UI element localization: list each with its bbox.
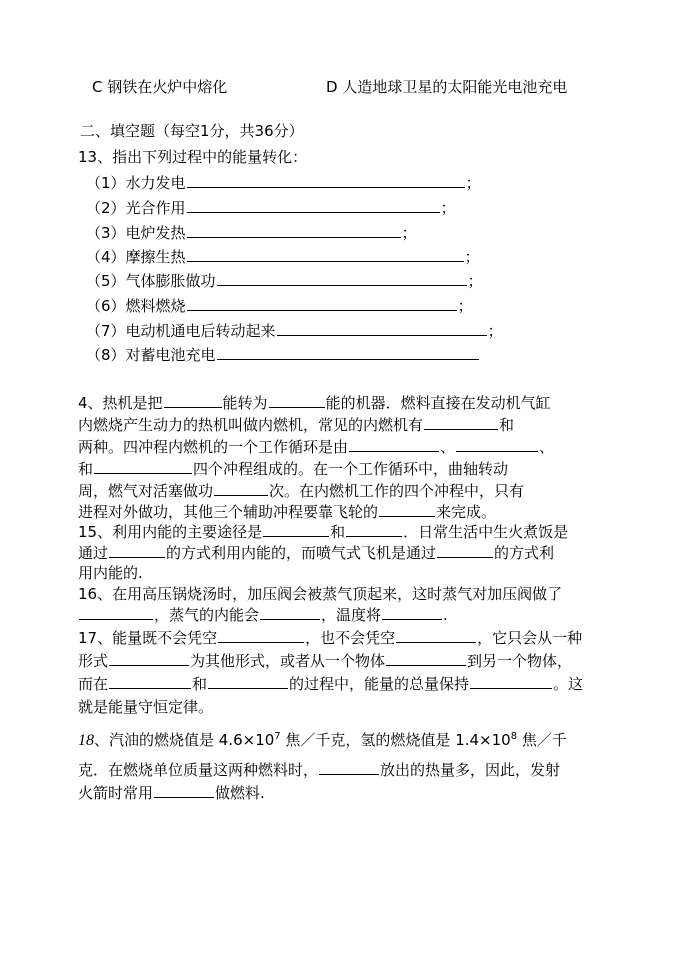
q4-text: 和 (78, 460, 94, 478)
q13-item-number: （3） (86, 224, 126, 242)
q15-line-3: 用内能的. (78, 564, 143, 582)
q13-item-text: 对蓄电池充电 (125, 346, 216, 364)
q13-item-number: （4） (86, 248, 126, 266)
q18-exponent: 7 (274, 731, 281, 742)
q4-text: 周，燃气对活塞做功 (78, 482, 214, 500)
q15-text: 和 (330, 523, 346, 541)
q13-item (86, 345, 480, 365)
q4-text: 两种。四冲程内燃机的一个工作循环是由 (78, 438, 349, 456)
q13-item-text: 气体膨胀做功 (125, 272, 216, 290)
blank[interactable] (109, 543, 165, 558)
blank[interactable] (187, 247, 464, 262)
blank[interactable] (277, 321, 487, 336)
blank[interactable] (269, 393, 325, 408)
q17-text: 而在 (78, 675, 109, 693)
q4-line-6 (78, 502, 496, 522)
section-title: 二、填空题（每空1分，共36分） (80, 122, 304, 140)
q17-text: ，也不会凭空 (305, 629, 396, 647)
blank[interactable] (424, 415, 498, 430)
q17-text: 形式 (78, 652, 109, 670)
q15-line-1 (78, 522, 568, 542)
blank[interactable] (154, 783, 214, 798)
q13-item (86, 247, 480, 267)
q4-text: 能的机器．燃料直接在发动机气缸 (325, 394, 551, 412)
blank[interactable] (346, 522, 402, 537)
q4-text: 内燃烧产生动力的热机叫做内燃机，常见的内燃机有 (78, 416, 424, 434)
q16-text: ，蒸气的内能会 (154, 606, 260, 624)
q13-item-end: ； (457, 297, 473, 315)
q13-item (86, 321, 503, 341)
q13-item-number: （6） (86, 297, 126, 315)
blank[interactable] (79, 605, 153, 620)
q4-text: 四个冲程组成的。在一个工作循环中，曲轴转动 (193, 460, 509, 478)
q13-item (86, 223, 417, 243)
q17-text: 为其他形式，或者从一个物体 (190, 652, 386, 670)
q15-text: 15、利用内能的主要途径是 (78, 523, 263, 541)
q13-item-number: （8） (86, 346, 126, 364)
blank[interactable] (187, 223, 401, 238)
blank[interactable] (382, 605, 442, 620)
q13-item-end: ； (401, 224, 417, 242)
q13-item-end: ； (467, 272, 483, 290)
q13-stem: 13、指出下列过程中的能量转化： (78, 148, 308, 166)
q18-number: 18 (78, 732, 94, 749)
blank[interactable] (109, 651, 189, 666)
q13-item-text: 电炉发热 (125, 224, 186, 242)
blank[interactable] (94, 459, 192, 474)
q4-line-2 (78, 415, 514, 435)
q17-text: 和 (192, 675, 208, 693)
option-c: C 钢铁在火炉中熔化 (92, 78, 228, 96)
q4-text: 进程对外做功，其他三个辅助冲程要靠飞轮的 (78, 503, 379, 521)
blank[interactable] (187, 296, 457, 311)
q17-line-1 (78, 628, 582, 648)
q18-text: 做燃料. (215, 784, 265, 802)
q18-text: 、汽油的燃烧值是 4.6×10 (94, 731, 275, 749)
q13-item-text: 水力发电 (125, 174, 186, 192)
blank[interactable] (164, 393, 222, 408)
q4-text: 能转为 (222, 394, 268, 412)
q17-line-3 (78, 674, 583, 694)
q17-text: 的过程中，能量的总量保持 (289, 675, 470, 693)
option-d: D 人造地球卫星的太阳能光电池充电 (326, 78, 568, 96)
q4-text: 、 (539, 438, 555, 456)
q13-item-end: ； (487, 322, 503, 340)
blank[interactable] (349, 437, 439, 452)
q13-item-text: 电动机通电后转动起来 (125, 322, 276, 340)
blank[interactable] (386, 651, 466, 666)
q13-item-number: （2） (86, 199, 126, 217)
q17-text: 。这 (553, 675, 584, 693)
q13-item-end: ； (440, 199, 456, 217)
blank[interactable] (187, 198, 440, 213)
q18-line-2 (78, 760, 560, 780)
q18-text: 火箭时常用 (78, 784, 154, 802)
q4-text: 和 (499, 416, 515, 434)
q16-text: . (443, 606, 448, 624)
q17-text: 17、能量既不会凭空 (78, 629, 218, 647)
q17-text: ，它只会从一种 (477, 629, 583, 647)
q18-text: 焦／千克，氢的燃烧值是 1.4×10 (280, 731, 511, 749)
blank[interactable] (217, 345, 479, 360)
q18-exponent: 8 (510, 731, 518, 742)
q4-text: 来完成。 (436, 503, 497, 521)
q13-item (86, 271, 483, 291)
q18-text: 焦／千 (517, 731, 567, 749)
q15-text: ．日常生活中生火煮饭是 (403, 523, 569, 541)
blank[interactable] (187, 173, 465, 188)
q15-line-2 (78, 543, 554, 563)
q18-text: 克．在燃烧单位质量这两种燃料时， (78, 761, 319, 779)
blank[interactable] (263, 522, 329, 537)
q4-line-3 (78, 437, 554, 457)
blank[interactable] (470, 674, 552, 689)
blank[interactable] (214, 481, 268, 496)
blank[interactable] (319, 760, 379, 775)
blank[interactable] (437, 543, 493, 558)
q15-text: 通过 (78, 544, 109, 562)
q18-text: 放出的热量多，因此，发射 (380, 761, 561, 779)
q4-line-1 (78, 393, 551, 413)
q4-text: 4、热机是把 (78, 394, 163, 412)
blank[interactable] (208, 674, 288, 689)
q17-line-4: 就是能量守恒定律。 (78, 698, 214, 716)
q4-line-5 (78, 481, 524, 501)
q4-line-4 (78, 459, 508, 479)
q13-item (86, 173, 481, 193)
q13-item-number: （1） (86, 174, 126, 192)
blank[interactable] (217, 271, 467, 286)
q18-line-1 (78, 730, 567, 751)
blank[interactable] (396, 628, 476, 643)
q13-item-number: （5） (86, 272, 126, 290)
q16-line-1: 16、在用高压锅烧汤时，加压阀会被蒸气顶起来，这时蒸气对加压阀做了 (78, 585, 563, 603)
blank[interactable] (109, 674, 191, 689)
q17-line-2 (78, 651, 572, 671)
q13-item-text: 燃料燃烧 (125, 297, 186, 315)
blank[interactable] (260, 605, 320, 620)
q13-item-number: （7） (86, 322, 126, 340)
q16-line-2 (78, 605, 448, 625)
blank[interactable] (218, 628, 304, 643)
q4-text: 、 (440, 438, 456, 456)
q15-text: 的方式利用内能的，而喷气式飞机是通过 (166, 544, 437, 562)
q13-item-text: 摩擦生热 (125, 248, 186, 266)
q13-item-end: ； (464, 248, 480, 266)
q13-item-end: ； (465, 174, 481, 192)
q13-item (86, 296, 473, 316)
q13-item (86, 198, 456, 218)
blank[interactable] (456, 437, 538, 452)
q17-text: 到另一个物体， (467, 652, 573, 670)
q18-line-3 (78, 783, 265, 803)
q16-text: ，温度将 (321, 606, 382, 624)
q4-text: 次。在内燃机工作的四个冲程中，只有 (269, 482, 525, 500)
q13-item-text: 光合作用 (125, 199, 186, 217)
q15-text: 的方式利 (494, 544, 555, 562)
blank[interactable] (379, 502, 435, 517)
